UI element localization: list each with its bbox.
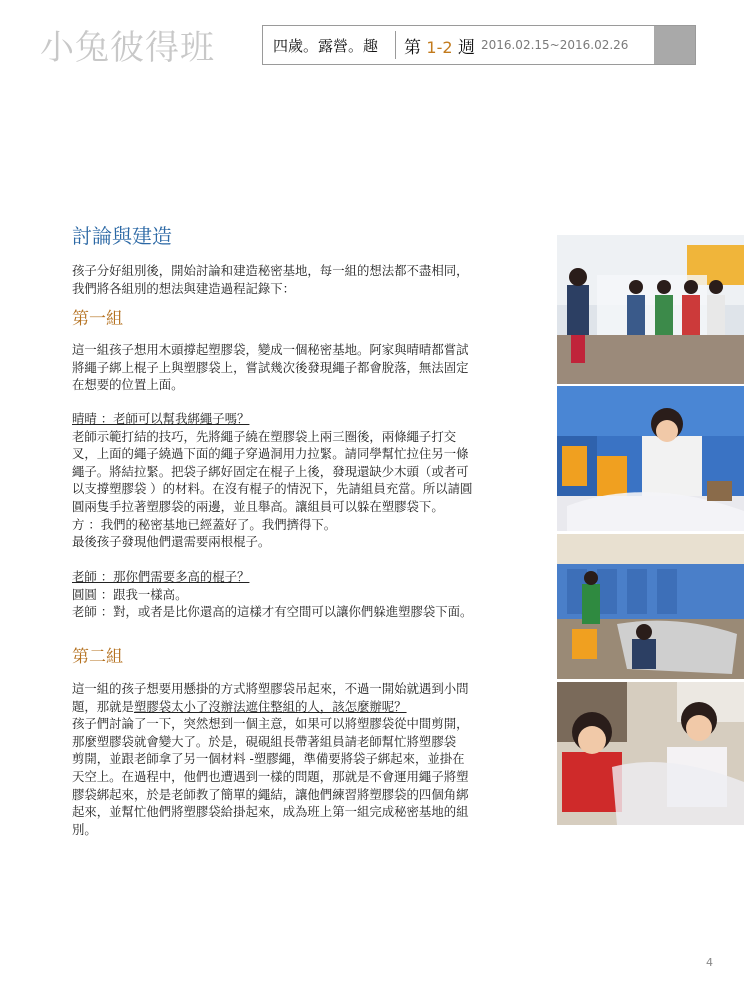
group1-body xyxy=(72,341,516,394)
date-range: 2016.02.15~2016.02.26 xyxy=(480,38,629,52)
week-label xyxy=(396,33,481,58)
week-number: 1-2 xyxy=(426,37,453,57)
dialogue-question: 老師 ：那你們需要多高的棍子？ xyxy=(72,569,250,584)
dialogue-question: 晴晴 ：老師可以幫我綁繩子嗎？ xyxy=(72,411,250,426)
paragraph-line: 在想要的位置上面。 xyxy=(72,377,184,393)
paragraph-line: 最後孩子發現他們還需要兩根棍子。 xyxy=(72,534,271,550)
header-bar xyxy=(262,25,696,65)
underlined-question: 塑膠袋太小了沒辦法遮住整組的人，該怎麼辦呢？ xyxy=(133,698,407,714)
header-corner-block xyxy=(654,26,695,64)
intro-line: 孩子分好組別後，開始討論和建造秘密基地，每一組的想法都不盡相同， xyxy=(72,263,469,278)
paragraph-line: 將繩子綁上棍子上與塑膠袋上，嘗試幾次後發現繩子都會脫落，無法固定 xyxy=(72,359,469,375)
paragraph-line: 老師示範打結的技巧，先將繩子繞在塑膠袋上兩三圈後，兩條繩子打交 xyxy=(72,428,457,444)
paragraph-line: 這一組孩子想用木頭撐起塑膠袋，變成一個秘密基地。阿家與晴晴都嘗試 xyxy=(72,342,469,357)
intro-text xyxy=(72,262,516,297)
text-segment: 題，那就是 xyxy=(72,698,134,714)
theme-label: 四歲。露營。趣 xyxy=(273,36,379,55)
photo-classroom-4 xyxy=(557,682,744,825)
paragraph-line: 圓兩隻手拉著塑膠袋的兩邊，並且舉高。讓組員可以躲在塑膠袋下。 xyxy=(72,498,444,514)
brand-title: 小兔彼得班 xyxy=(40,28,215,68)
paragraph-line: 剪開，並跟老師拿了另一個材料 -塑膠繩，準備要將袋子綁起來，並掛在 xyxy=(72,751,465,767)
paragraph-line: 老師 ：對，或者是比你還高的這樣才有空間可以讓你們躲進塑膠袋下面。 xyxy=(72,604,473,620)
group1-dialogue xyxy=(72,410,516,551)
group1-dialogue-2 xyxy=(72,568,516,621)
paragraph-line: 繩子。將結拉緊。把袋子綁好固定在棍子上後，發現還缺少木頭（或者可 xyxy=(72,463,469,479)
paragraph-line: 以支撐塑膠袋 ）的材料。在沒有棍子的情況下，先請組員充當。所以請圓 xyxy=(72,481,473,497)
intro-line: 我們將各組別的想法與建造過程記錄下： xyxy=(72,280,296,296)
paragraph-line: 那麼塑膠袋就會變大了。於是，硯硯組長帶著組員請老師幫忙將塑膠袋 xyxy=(72,733,457,749)
group1-title: 第一組 xyxy=(72,309,123,329)
photo-classroom-1 xyxy=(557,235,744,384)
section-intro xyxy=(72,224,516,248)
paragraph-line: 方 ：我們的秘密基地已經蓋好了。我們擠得下。 xyxy=(72,516,337,532)
paragraph-line: 起來，並幫忙他們將塑膠袋給掛起來，成為班上第一組完成秘密基地的組 xyxy=(72,804,469,820)
paragraph-line: 天空上。在過程中，他們也遭遇到一樣的問題，那就是不會運用繩子將塑 xyxy=(72,768,469,784)
group2-title: 第二組 xyxy=(72,647,123,667)
page-number: 4 xyxy=(706,956,713,969)
week-suffix: 週 xyxy=(452,37,475,58)
paragraph-line: 孩子們討論了一下，突然想到一個主意，如果可以將塑膠袋從中間剪開， xyxy=(72,716,469,732)
paragraph-line: 膠袋綁起來，於是老師教了簡單的繩結，讓他們練習將塑膠袋的四個角綁 xyxy=(72,786,469,802)
group1-heading xyxy=(72,311,516,329)
paragraph-line: 圓圓 ：跟我一樣高。 xyxy=(72,586,188,602)
group2-body xyxy=(72,680,516,838)
paragraph-line: 叉，上面的繩子繞過下面的繩子穿過洞用力拉緊。請同學幫忙拉住另一條 xyxy=(72,446,469,462)
paragraph-line: 這一組的孩子想要用懸掛的方式將塑膠袋吊起來，不過一開始就遇到小問 xyxy=(72,681,469,696)
photo-classroom-2 xyxy=(557,386,744,531)
week-prefix: 第 xyxy=(404,37,427,58)
section-title: 討論與建造 xyxy=(72,224,172,248)
photo-classroom-3 xyxy=(557,534,744,679)
paragraph-line: 別。 xyxy=(72,821,97,837)
group2-heading xyxy=(72,649,516,667)
paragraph-line xyxy=(72,698,516,716)
